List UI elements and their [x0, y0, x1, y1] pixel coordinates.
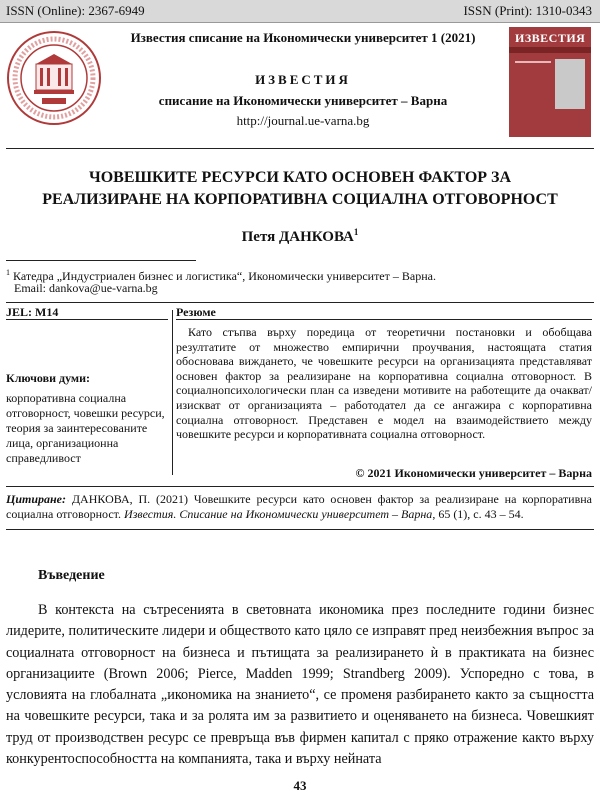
abstract-text: Като стъпва върху поредица от теоретични постановки и обобщава резултатите от множество емпирични проучвания, настоящата статия обосновава виждането, че човешките ресурси на организацията представляват основен фактор за реализиране на корпоративна социална отговорност. В социалнопсихологически план са изведени мотивите на работещите да очакват/изискват от организацията – работодател да се ангажира с корпоративна социална отговорност. Представен е модел на взаимодействието между човешките ресурси и корпоративната социална отговорност. — [176, 325, 592, 442]
title-line-1: ЧОВЕШКИТЕ РЕСУРСИ КАТО ОСНОВЕН ФАКТОР ЗА — [88, 169, 512, 186]
cover-photo — [555, 59, 585, 109]
column-divider — [172, 310, 173, 475]
citation-label: Цитиране: — [6, 492, 66, 506]
body-paragraph: В контекста на сътресенията в световната икономика през последните години бизнес лидерите, политическите лидери и обществото като цяло се изправят пред неизбежния въпрос за социалната отговорност на бизнеса и пътищата за реализирането ѝ в практиката на бизнес организациите (Brown 2006; Pierce, Madden 1999; Strandberg 2009). Успоредно с това, в условията на глобалната „икономика на знанието“, се променя разбирането както за същността на човешките ресурси, така и за ролята им за развитието и оценяването на бизнеса. Човешкият труд от производствен ресурс се превръща във фирмен капитал с пряко отражение както върху конкурентоспособността на компанията, така и върху нейната — [6, 602, 594, 768]
affiliation-text: Катедра „Индустриален бизнес и логистика“, Икономически университет – Варна. — [13, 269, 436, 283]
resume-underline — [176, 319, 592, 320]
author-email: Email: dankova@ue-varna.bg — [14, 281, 158, 295]
journal-cover-image — [509, 27, 591, 137]
journal-url[interactable]: http://journal.ue-varna.bg — [236, 113, 370, 128]
citation-main: ДАНКОВА, П. (2021) Човешките ресурси като основен фактор за реализиране на корпоративна социална отговорност. — [6, 492, 592, 521]
issn-online: ISSN (Online): 2367-6949 — [6, 3, 145, 18]
affiliation-footnote-mark: 1 — [6, 268, 10, 277]
keywords-text: корпоративна социална отговорност, човешки ресурси, теория за заинтересованите лица, организационна справедливост — [6, 391, 165, 465]
journal-line: Известия списание на Икономически университет 1 (2021) — [130, 30, 476, 45]
abstract-heading: Резюме — [176, 305, 216, 319]
cover-band — [509, 47, 591, 53]
jel-code: JEL: M14 — [6, 305, 59, 319]
author — [0, 227, 600, 246]
page-number: 43 — [293, 778, 307, 793]
cover-strip — [515, 61, 551, 63]
issn-print: ISSN (Print): 1310-0343 — [463, 3, 592, 18]
title-line-2: РЕАЛИЗИРАНЕ НА КОРПОРАТИВНА СОЦИАЛНА ОТГОВОРНОСТ — [42, 191, 558, 208]
citation-journal: Известия. Списание на Икономически университет – Варна — [124, 507, 433, 521]
article-title — [0, 167, 600, 211]
author-name: Петя ДАНКОВА — [241, 229, 354, 245]
issn-bar — [0, 0, 600, 23]
jel-underline — [6, 319, 168, 320]
footnote-divider — [6, 260, 196, 261]
author-footnote-mark: 1 — [353, 227, 359, 237]
section-heading-introduction: Въведение — [38, 568, 105, 583]
copyright: © 2021 Икономически университет – Варна — [355, 466, 592, 480]
header-divider — [6, 148, 594, 149]
citation-tail: , 65 (1), с. 43 – 54. — [432, 507, 524, 521]
journal-name: ИЗВЕСТИЯ — [255, 72, 351, 87]
citation-bottom-divider — [6, 529, 594, 530]
citation-top-divider — [6, 486, 594, 487]
citation — [6, 492, 592, 522]
journal-subtitle: списание на Икономически университет – Варна — [158, 93, 448, 108]
cover-title: ИЗВЕСТИЯ — [515, 31, 586, 45]
keywords-heading: Ключови думи: — [6, 371, 91, 385]
abstract-top-divider — [6, 302, 594, 303]
university-seal-logo — [6, 30, 102, 126]
